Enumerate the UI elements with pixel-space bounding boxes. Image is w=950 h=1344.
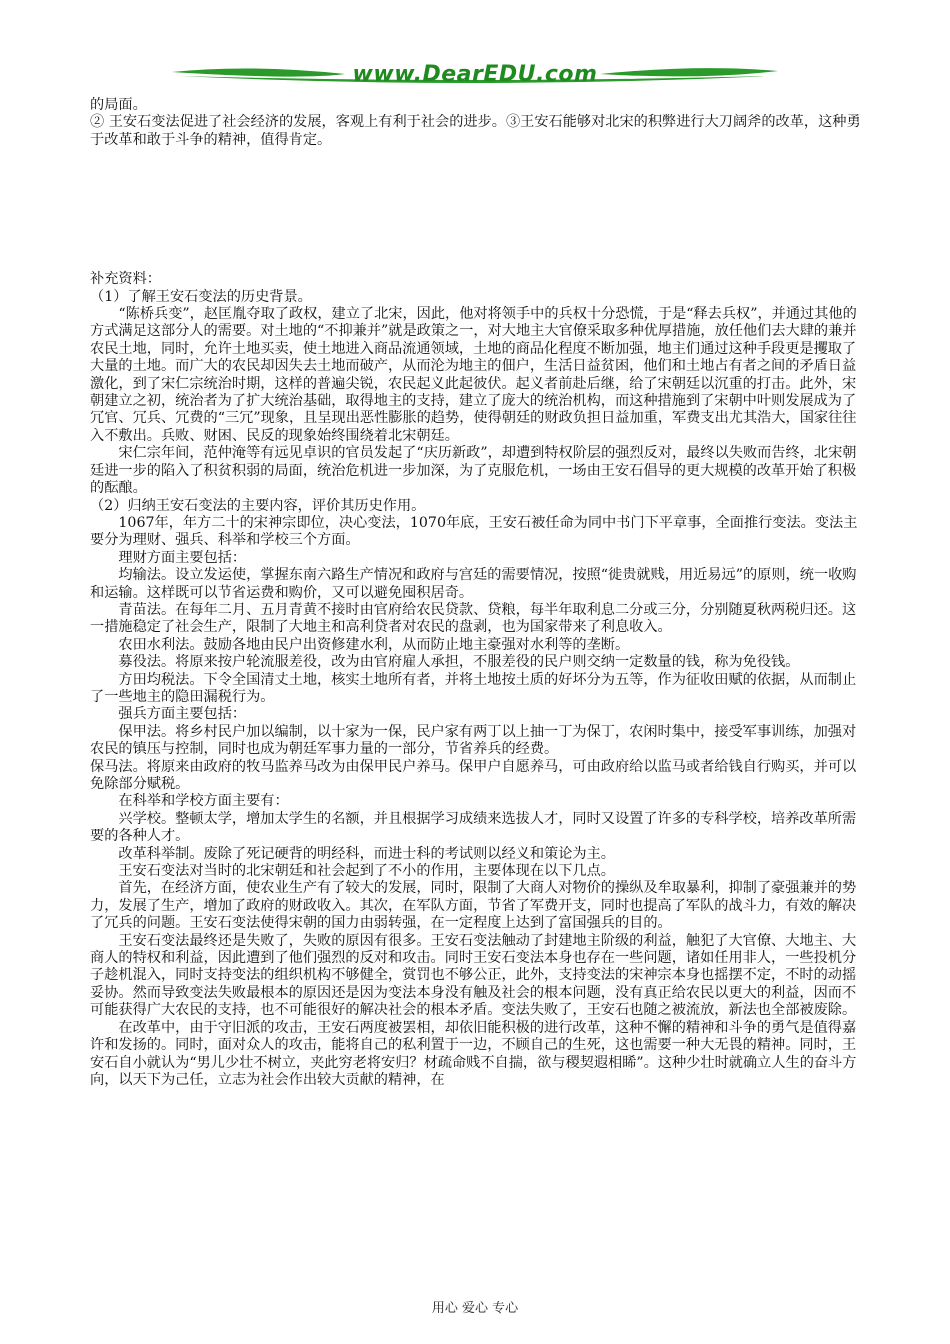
paragraph: 的局面。 [90, 97, 147, 113]
paragraph: 募役法。将原来按户轮流服差役，改为由官府雇人承担，不服差役的民户则交纳一定数量的钱，称为免役钱。 [118, 654, 800, 671]
paragraph: 在改革中，由于守旧派的攻击，王安石两度被罢相，却依旧能积极的进行改革，这种不懈的精神和斗争的勇气是值得嘉许和发扬的。同时，面对众人的攻击，能将自己的私利置于一边，不顾自己的生死，这也需要一种大无畏的精神。同时，王安石自小就认为“男儿少壮不树立，夹此穷老将安归？材疏命贱不自揣，欲与稷契遐相睎”。这种少壮时就确立人生的奋斗方向，以天下为己任，立志为社会作出较大贡献的精神，在 [90, 1019, 857, 1088]
paragraph: 理财方面主要包括： [118, 549, 247, 566]
paragraph: 首先，在经济方面，使农业生产有了较大的发展，同时，限制了大商人对物价的操纵及牟取暴利，抑制了豪强兼并的势力，发展了生产，增加了政府的财政收入。其次，在军队方面，节省了军费开支，同时也提高了军队的战斗力，有效的解决了冗兵的问题。王安石变法使得宋朝的国力由弱转强，在一定程度上达到了富国强兵的目的。 [90, 880, 857, 932]
paragraph: 方田均税法。下令全国清丈土地，核实土地所有者，并将土地按土质的好坏分为五等，作为征收田赋的依据，从而制止了一些地主的隐田漏税行为。 [90, 671, 857, 705]
paragraph: ② 王安石变法促进了社会经济的发展，客观上有利于社会的进步。③王安石能够对北宋的积弊进行大刀阔斧的改革，这种勇于改革和敢于斗争的精神，值得肯定。 [90, 114, 861, 148]
paragraph: 均输法。设立发运使，掌握东南六路生产情况和政府与宫廷的需要情况，按照“徙贵就贱，用近易远”的原则，统一收购和运输。这样既可以节省运费和购价，又可以避免囤积居奇。 [90, 567, 857, 601]
paragraph: 保马法。将原来由政府的牧马监养马改为由保甲民户养马。保甲户自愿养马，可由政府给以监马或者给钱自行购买，并可以免除部分赋税。 [90, 758, 857, 792]
paragraph: 1067年，年方二十的宋神宗即位，决心变法，1070年底，王安石被任命为同中书门下平章事，全面推行变法。变法主要分为理财、强兵、科举和学校三个方面。 [90, 514, 858, 549]
paragraph: 兴学校。整顿太学，增加太学生的名额，并且根据学习成绩来选拔人才，同时又设置了许多的专科学校，培养改革所需要的各种人才。 [90, 810, 857, 845]
paragraph: 在科举和学校方面主要有： [118, 793, 289, 810]
document-body [90, 97, 862, 1089]
paragraph: 保甲法。将乡村民户加以编制，以十家为一保，民户家有两丁以上抽一丁为保丁，农闲时集中，接受军事训练，加强对农民的镇压与控制，同时也成为朝廷军事力量的一部分，节省养兵的经费。 [90, 723, 857, 758]
paragraph: 王安石变法对当时的北宋朝廷和社会起到了不小的作用，主要体现在以下几点。 [118, 863, 615, 880]
paragraph: 强兵方面主要包括： [118, 706, 247, 723]
page-footer: 用心 爱心 专心 [431, 1301, 519, 1316]
paragraph: 改革科举制。废除了死记硬背的明经科，而进士科的考试则以经义和策论为主。 [118, 845, 615, 862]
paragraph: 青苗法。在每年二月、五月青黄不接时由官府给农民贷款、贷粮，每半年取利息二分或三分，分别随夏秋两税归还。这一措施稳定了社会生产，限制了大地主和高利贷者对农民的盘剥，也为国家带来了利息收入。 [90, 601, 857, 636]
paragraph: 王安石变法最终还是失败了，失败的原因有很多。王安石变法触动了封建地主阶级的利益，触犯了大官僚、大地主、大商人的特权和利益，因此遭到了他们强烈的反对和攻击。同时王安石变法本身也存在一些问题，诸如任用非人，一些投机分子趁机混入，同时支持变法的组织机构不够健全，赏罚也不够公正，此外，支持变法的宋神宗本身也摇摆不定，不时的动摇妥协。然而导致变法失败最根本的原因还是因为变法本身没有触及社会的根本问题，没有真正给农民以更大的利益，因而不可能获得广大农民的支持，也不可能很好的解决社会的根本矛盾。变法失败了，王安石也随之被流放，新法也全部被废除。 [90, 932, 857, 1019]
paragraph: “陈桥兵变”，赵匡胤夺取了政权，建立了北宋，因此，他对将领手中的兵权十分恐慌，于是“释去兵权”，并通过其他的方式满足这部分人的需要。对土地的“不抑兼并”就是政策之一，对大地主大官僚采取多种优厚措施，放任他们去大肆的兼并农民土地，同时，允许土地买卖，使土地进入商品流通领域，土地的商品化程度不断加强，地主们通过这种手段更是攫取了大量的土地。而广大的农民却因失去土地而破产，从而沦为地主的佃户，生活日益贫困，他们和土地占有者之间的矛盾日益激化，到了宋仁宗统治时期，这样的普遍尖锐，农民起义此起彼伏。起义者前赴后继，给了宋朝廷以沉重的打击。此外，宋朝建立之初，统治者为了扩大统治基础，取得地主的支持，建立了庞大的统治机构，而这种措施到了宋朝中叶则发展成为了冗官、冗兵、冗费的“三冗”现象，且呈现出恶性膨胀的趋势，使得朝廷的财政负担日益加重，军费支出尤其浩大，国家往往入不敷出。兵败、财困、民反的现象始终围绕着北宋朝廷。 [90, 306, 857, 444]
section-heading: （2）归纳王安石变法的主要内容，评价其历史作用。 [90, 497, 426, 514]
paragraph: 宋仁宗年间，范仲淹等有远见卓识的官员发起了“庆历新政”，却遭到特权阶层的强烈反对，最终以失败而告终，北宋朝廷进一步的陷入了积贫积弱的局面，统治危机进一步加深，为了克服危机，一场由王安石倡导的更大规模的改革开始了积极的酝酿。 [90, 445, 857, 497]
section-heading: （1）了解王安石变法的历史背景。 [90, 288, 312, 305]
paragraph: 农田水利法。鼓励各地由民户出资修建水利，从而防止地主豪强对水利等的垄断。 [118, 636, 630, 653]
site-brand[interactable]: www.DearEDU.com [352, 62, 598, 87]
section-title: 补充资料： [90, 271, 161, 288]
